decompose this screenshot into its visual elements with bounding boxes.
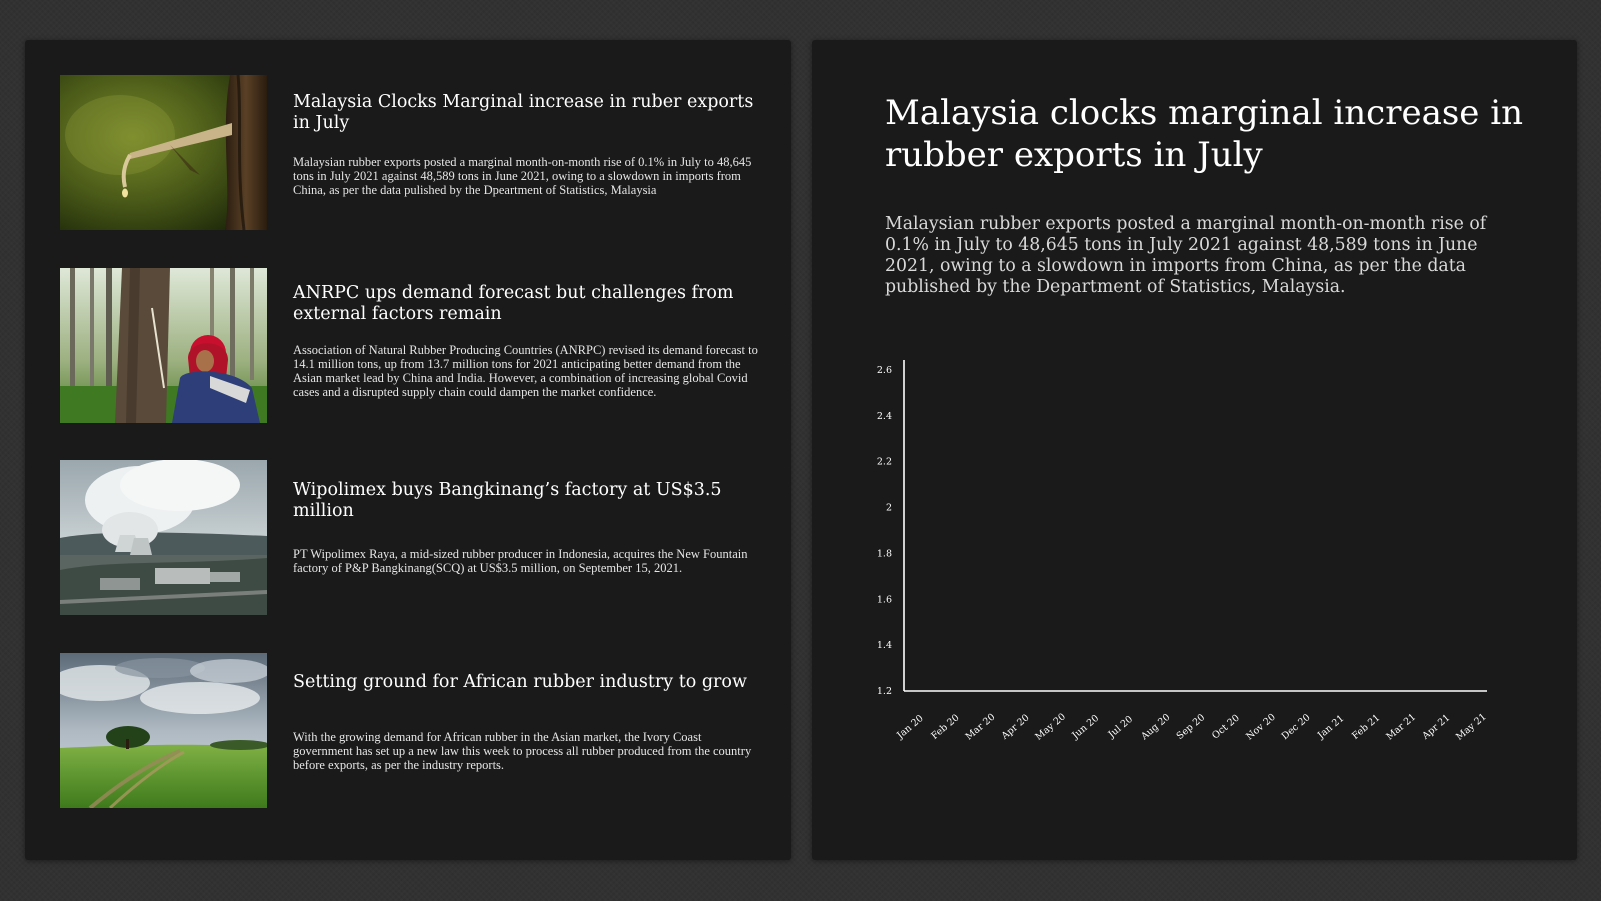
x-tick-label: May 21 [1454,711,1489,743]
feature-lede: Malaysian rubber exports posted a marginal month-on-month rise of 0.1% in July to 48,645 tons in July 2021 against 48,589 tons in June 2021, owing to a slowdown in imports from China, as per the data published by the Department of Statistics, Malaysia. [885,214,1487,297]
x-tick-label: Mar 20 [963,711,998,743]
latex-drip-thumbnail[interactable] [60,75,267,230]
y-tick-label: 2 [885,502,892,514]
x-tick-label: Jan 21 [1315,713,1347,742]
feature-panel [812,40,1577,860]
x-tick-label: Jul 20 [1106,713,1136,741]
x-tick-label: Nov 20 [1244,711,1278,743]
x-tick-label: Feb 20 [929,712,962,742]
x-tick-label: Aug 20 [1139,711,1173,743]
y-tick-label: 2.6 [876,365,892,376]
x-tick-label: Apr 20 [999,712,1032,742]
news-item-malaysia-exports[interactable] [60,75,760,230]
x-tick-label: Feb 21 [1350,712,1383,742]
y-axis-ticks [877,365,892,697]
x-tick-label: Mar 21 [1384,711,1419,743]
news-summary: Association of Natural Rubber Producing Countries (ANRPC) revised its demand forecast to 14.1 million tons, up from 13.7 million tons for 2021 anticipating better demand from the Asian market lead by China and India. However, a combination of increasing global Covid cases and a disrupted supply chain could dampen the market confidence. [293,343,758,399]
y-tick-label: 2.2 [876,456,892,468]
x-axis-ticks [894,711,1488,743]
news-text [293,653,763,772]
news-text [293,460,763,575]
news-text [293,268,763,399]
news-list-panel [25,40,791,860]
news-title[interactable]: Malaysia Clocks Marginal increase in ruber exports in July [293,92,754,133]
y-tick-label: 1.4 [876,640,892,652]
factory-aerial-thumbnail[interactable] [60,460,267,615]
news-item-anrpc-forecast[interactable] [60,268,760,423]
news-text [293,75,763,197]
news-item-african-rubber[interactable] [60,653,760,808]
rubber-tapper-thumbnail[interactable] [60,268,267,423]
news-summary: Malaysian rubber exports posted a marginal month-on-month rise of 0.1% in July to 48,645 tons in July 2021 against 48,589 tons in June 2021, owing to a slowdown in imports from China, as per the data pulished by the Dpeartment of Statistics, Malaysia [293,155,752,197]
news-item-wipolimex-factory[interactable] [60,460,760,615]
y-tick-label: 1.6 [876,594,892,606]
field-landscape-thumbnail[interactable] [60,653,267,808]
feature-headline: Malaysia clocks marginal increase in rubber exports in July [885,93,1523,175]
exports-line-chart [872,360,1512,780]
x-tick-label: Jan 20 [895,713,926,742]
y-tick-label: 1.8 [876,548,892,560]
news-title[interactable]: Setting ground for African rubber industry to grow [293,672,747,692]
y-tick-label: 2.4 [876,410,892,422]
x-tick-label: Sep 20 [1174,712,1208,743]
news-summary: With the growing demand for African rubber in the Asian market, the Ivory Coast government has set up a new law this week to process all rubber produced from the country before exports, as per the industry reports. [293,730,752,772]
news-title[interactable]: Wipolimex buys Bangkinang’s factory at US$3.5 million [293,480,722,521]
news-title[interactable]: ANRPC ups demand forecast but challenges from external factors remain [293,283,734,324]
x-tick-label: Jun 20 [1070,712,1102,742]
y-tick-label: 1.2 [876,686,892,697]
x-tick-label: Oct 20 [1210,712,1242,742]
x-tick-label: May 20 [1033,711,1068,743]
news-summary: PT Wipolimex Raya, a mid-sized rubber producer in Indonesia, acquires the New Fountain factory of P&P Bangkinang(SCQ) at US$3.5 million, on September 15, 2021. [293,547,748,575]
x-tick-label: Dec 20 [1279,712,1313,743]
x-tick-label: Apr 21 [1420,712,1453,742]
